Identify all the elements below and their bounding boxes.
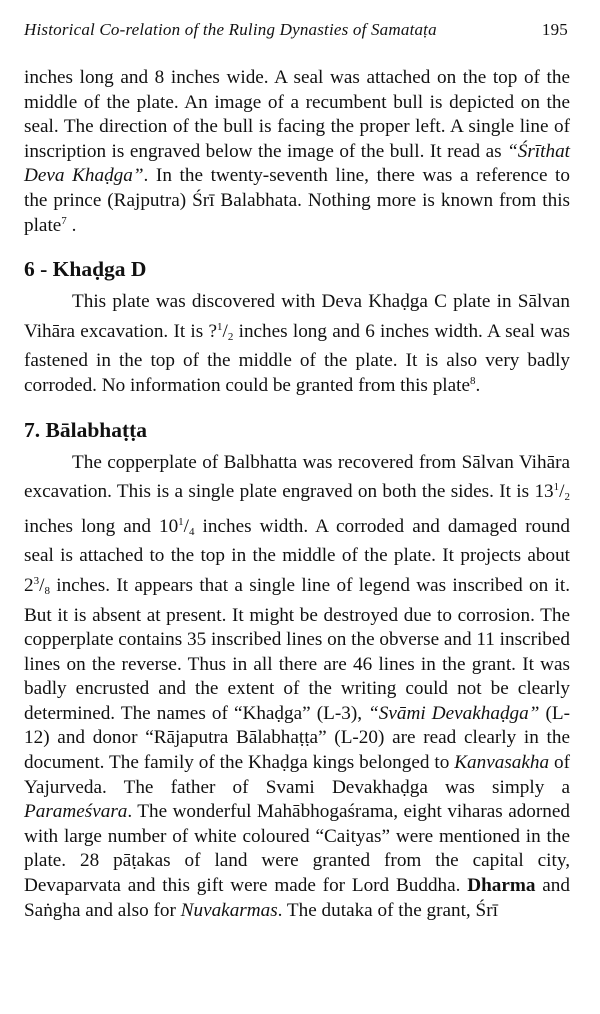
fraction-denominator: 2 [227,330,234,343]
fraction-denominator: 4 [189,525,195,538]
text-run: inches long and 8 inches wide. A seal was attached on the top of the middle of the plate. An image of a recumbent bull is depicted on the seal. The direction of the bull is facing the proper left. A single line of inscription is engraved below the image of the bull. It read as [24,67,570,162]
intro-paragraph [24,66,570,238]
text-run: The copperplate of Balbhatta was recovered from Sālvan Vihāra excavation. This is a single plate engraved on both the sides. It is 13 [24,451,570,503]
fraction-numerator: 1 [178,515,184,528]
text-run: inches. It appears that a single line of legend was inscribed on it. But it is absent at present. It might be destroyed due to corrosion. The copperplate contains 35 inscribed lines on the obverse and 11 inscribed lines on the reverse. Thus in all there are 46 lines in the grant. It was badly encrusted and the extent of the writing could not be clearly determined. The names of “Khaḍga” (L-3), [24,574,570,724]
italic-term: Nuvakarmas [180,899,278,921]
italic-name: “Svāmi Devakhaḍga” [368,702,540,724]
text-run: (L-12) and donor “Rājaputra Bālabhaṭṭa” (L-20) are read clearly in the document. The family of the Khaḍga kings belonged to [24,702,571,774]
text-run: . [66,214,77,236]
balabhatta-paragraph: The copperplate of Balbhatta was recovered from Sālvan Vihāra excavation. This is a single plate engraved on both the sides. It is $13^1/2$ inches long and $10^1/4$ inches width. A corroded and damaged round seal is attached to the top in the middle of the plate. It projects about $2^3/8$ inches. It appears that a single line of legend was inscribed on it. But it is absent at present. It might be destroyed due to corrosion. The copperplate contains 35 inscribed lines on the obverse and 11 inscribed lines on the reverse. Thus in all there are 46 lines in the grant. It was badly encrusted and the extent of the writing could not be clearly determined. The names of “Khaḍga” (L-3), “Svāmi Devakhaḍga” (L-12) and donor “Rājaputra Bālabhaṭṭa” (L-20) are read clearly in the document. The family of the Khaḍga kings belonged to Kanvasakha of Yajurveda. The father of Svami Devakhaḍga was simply a Parameśvara. The wonderful Mahābhogaśrama, eight viharas adorned with large number of white coloured “Caityas” were mentioned in the plate. 28 pāṭakas of land were granted from the capital city, Devaparvata and this gift were made for Lord Buddha. Dharma and Saṅgha and also for Nuvakarmas. The dutaka of the grant, Śrī [24,451,571,921]
text-run: . The dutaka of the grant, Śrī [277,899,498,921]
footnote-ref-8[interactable]: 8 [469,374,476,387]
page-number: 195 [541,20,568,39]
text-run: . The wonderful Mahābhogaśrama, eight viharas adorned with large number of white coloured “Caityas” were mentioned in the plate. 28 pāṭakas of land were granted from the capital city, Devaparvata and this gift were made for Lord Buddha. [24,801,570,897]
fraction-denominator: 8 [44,584,50,597]
fraction-slash: / [222,320,228,342]
fraction-numerator: 3 [33,574,40,587]
inscription-quote: “Śrīthat Deva Khaḍga” [24,140,570,187]
fraction-numerator: 1 [217,320,223,333]
running-header [24,20,570,40]
italic-term: Kanvasakha [454,752,550,774]
text-run: inches long and 6 inches width. A seal was fastened in the top of the middle of the plate. It is also very badly corroded. No information could be granted from this plate [24,320,571,396]
bold-term: Dharma [467,875,536,897]
text-run: . [475,374,481,396]
text-run: inches width. A corroded and damaged round seal is attached to the top in the middle of the plate. It projects about 2 [24,515,571,596]
text-run: . In the twenty-seventh line, there was a reference to the prince (Rajputra) Śrī Balabhata. Nothing more is known from this plate [24,165,570,236]
text-run: of Yajurveda. The father of Svami Devakhaḍga was simply a [24,752,570,798]
running-title: Historical Co-relation of the Ruling Dynasties of Samataṭa [24,20,437,39]
italic-term: Parameśvara [24,801,128,823]
khadga-d-paragraph [24,290,570,398]
text-run: and Saṅgha and also for [24,875,570,921]
text-run: This plate was discovered with Deva Khaḍga C plate in Sālvan Vihāra excavation. It is ? [24,291,570,342]
text-run: inches long and 10 [24,515,179,537]
fraction-numerator: 1 [553,481,560,494]
section-heading-khadga-d: 6 - Khaḍga D [24,257,147,282]
section-heading-balabhatta: 7. Bālabhaṭṭa [24,417,148,442]
fraction-denominator: 2 [564,491,570,504]
footnote-ref-7[interactable]: 7 [61,214,67,227]
